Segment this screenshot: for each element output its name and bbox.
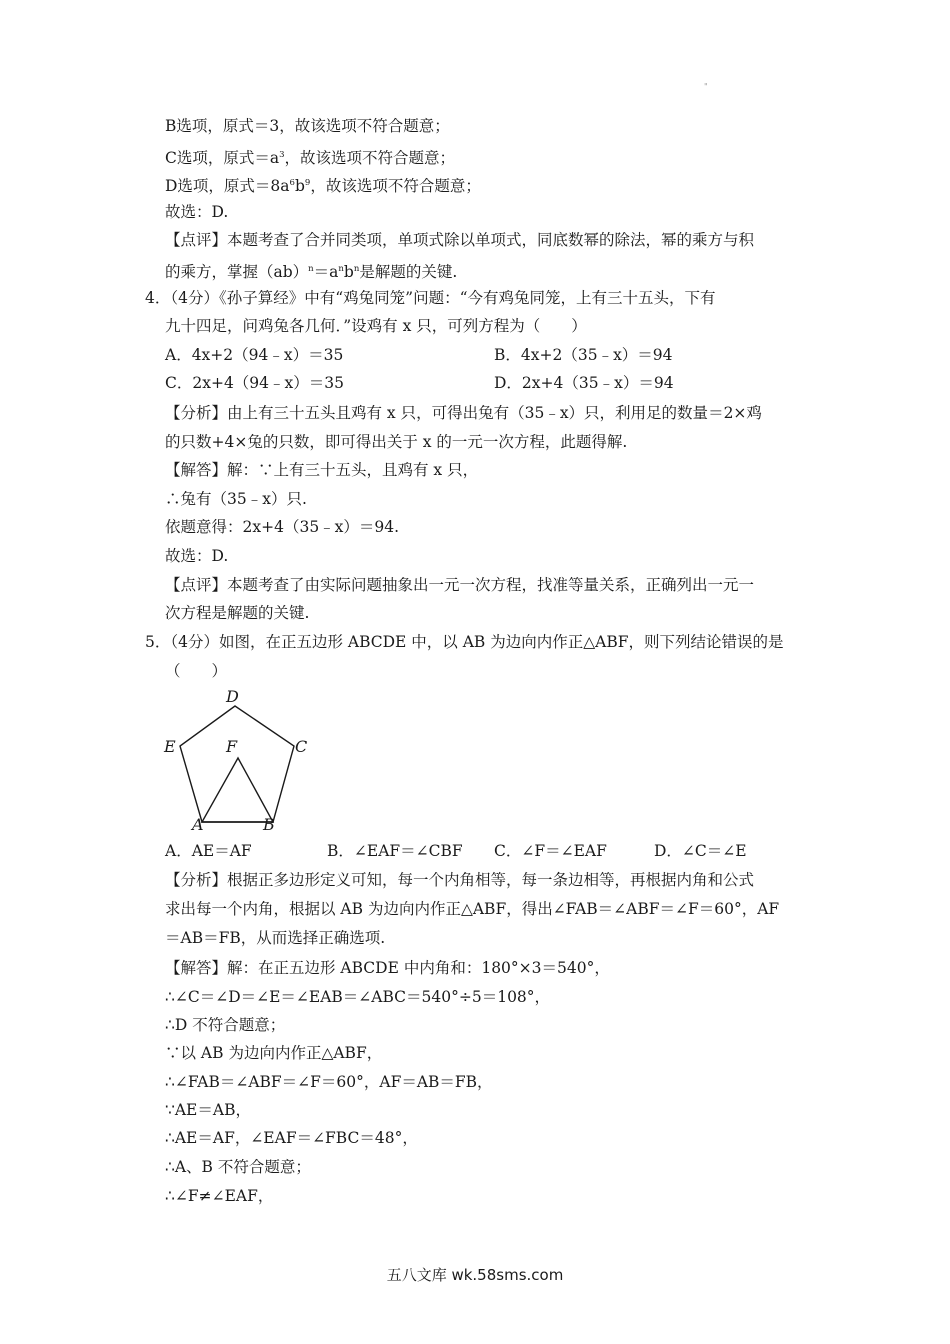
text-line: 【点评】本题考查了由实际问题抽象出一元一次方程，找准等量关系，正确列出一元一 bbox=[165, 576, 755, 594]
superscript: 9 bbox=[304, 178, 311, 188]
text-line: ∵以 AB 为边向内作正△ABF， bbox=[165, 1044, 383, 1062]
text-line: ∵AE＝AB， bbox=[165, 1101, 251, 1119]
label-e: E bbox=[164, 737, 176, 756]
text-line: B选项，原式＝3，故该选项不符合题意； bbox=[165, 117, 450, 135]
option-d: D．2x+4（35﹣x）＝94 bbox=[494, 374, 674, 392]
text-line: ∴∠C＝∠D＝∠E＝∠EAB＝∠ABC＝540°÷5＝108°， bbox=[165, 988, 551, 1006]
text-run: 是解题的关键. bbox=[359, 263, 458, 282]
option-c: C．2x+4（94﹣x）＝35 bbox=[165, 374, 344, 392]
text-line: 故选：D. bbox=[165, 203, 229, 221]
text-run: ，故该选项不符合题意； bbox=[310, 177, 481, 196]
text-run: 的乘方，掌握（ab） bbox=[165, 263, 309, 282]
text-line: 九十四足，问鸡兔各几何．”设鸡有 x 只，可列方程为（ ） bbox=[165, 317, 587, 335]
text-line: ∴D 不符合题意； bbox=[165, 1016, 286, 1034]
text-run: b bbox=[294, 177, 305, 196]
superscript: 6 bbox=[289, 178, 295, 188]
label-c: C bbox=[295, 737, 308, 756]
label-d: D bbox=[226, 687, 239, 706]
text-run: ＝a bbox=[313, 263, 339, 282]
text-line: ＝AB＝FB，从而选择正确选项. bbox=[165, 929, 386, 947]
text-line: ∴兔有（35﹣x）只. bbox=[165, 490, 307, 508]
option-d: D．∠C＝∠E bbox=[654, 842, 747, 860]
option-c: C．∠F＝∠EAF bbox=[494, 842, 607, 860]
label-f: F bbox=[226, 737, 238, 756]
footer-watermark: 五八文库 wk.58sms.com bbox=[386, 1266, 564, 1284]
text-line: ∴A、B 不符合题意； bbox=[165, 1158, 311, 1176]
text-line: 【分析】根据正多边形定义可知，每一个内角相等，每一条边相等，再根据内角和公式 bbox=[165, 871, 755, 889]
text-line: 的只数+4×兔的只数，即可得出关于 x 的一元一次方程，此题得解. bbox=[165, 433, 628, 451]
label-a: A bbox=[192, 815, 204, 834]
text-line bbox=[165, 144, 455, 169]
option-a: A．4x+2（94﹣x）＝35 bbox=[165, 346, 344, 364]
label-b: B bbox=[263, 815, 275, 834]
corner-mark: " bbox=[704, 82, 708, 91]
pentagon-abcde bbox=[180, 706, 294, 822]
text-line: 求出每一个内角，根据以 AB 为边向内作正△ABF，得出∠FAB＝∠ABF＝∠F＝60°，AF bbox=[165, 900, 780, 918]
question-5-stem: 5．（4分）如图，在正五边形 ABCDE 中，以 AB 为边向内作正△ABF，则下列结论错误的是 bbox=[145, 633, 784, 651]
superscript: 3 bbox=[279, 150, 285, 160]
text-line: ∴∠FAB＝∠ABF＝∠F＝60°，AF＝AB＝FB， bbox=[165, 1073, 493, 1091]
text-line: （ ） bbox=[165, 662, 228, 680]
text-line: ∴AE＝AF，∠EAF＝∠FBC＝48°， bbox=[165, 1129, 418, 1147]
option-a: A．AE＝AF bbox=[165, 842, 252, 860]
superscript: n bbox=[308, 264, 314, 274]
text-line: 依题意得：2x+4（35﹣x）＝94. bbox=[165, 518, 400, 536]
triangle-abf bbox=[202, 758, 273, 822]
text-run: ，故该选项不符合题意； bbox=[284, 149, 456, 168]
option-b: B．∠EAF＝∠CBF bbox=[327, 842, 463, 860]
text-line: ∴∠F≠∠EAF， bbox=[165, 1187, 274, 1205]
option-b: B．4x+2（35﹣x）＝94 bbox=[494, 346, 673, 364]
text-line: 【分析】由上有三十五头且鸡有 x 只，可得出兔有（35﹣x）只，利用足的数量＝2×鸡 bbox=[165, 404, 762, 422]
text-run: C选项，原式＝a bbox=[165, 149, 280, 168]
text-line: 【解答】解：∵上有三十五头，且鸡有 x 只， bbox=[165, 461, 479, 479]
pentagon-figure bbox=[160, 684, 320, 836]
text-line: 故选：D. bbox=[165, 547, 229, 565]
text-line: 次方程是解题的关键. bbox=[165, 604, 310, 622]
question-4-stem: 4．（4分）《孙子算经》中有“鸡兔同笼”问题：“今有鸡兔同笼，上有三十五头，下有 bbox=[145, 289, 716, 307]
superscript: n bbox=[353, 264, 360, 274]
text-line: 【点评】本题考查了合并同类项，单项式除以单项式，同底数幂的除法，幂的乘方与积 bbox=[165, 231, 755, 249]
text-line bbox=[165, 172, 481, 197]
text-run: D选项，原式＝8a bbox=[165, 177, 290, 196]
superscript: n bbox=[338, 264, 344, 274]
text-line bbox=[165, 258, 457, 283]
text-line: 【解答】解：在正五边形 ABCDE 中内角和：180°×3＝540°， bbox=[165, 959, 610, 977]
text-run: b bbox=[343, 263, 354, 282]
